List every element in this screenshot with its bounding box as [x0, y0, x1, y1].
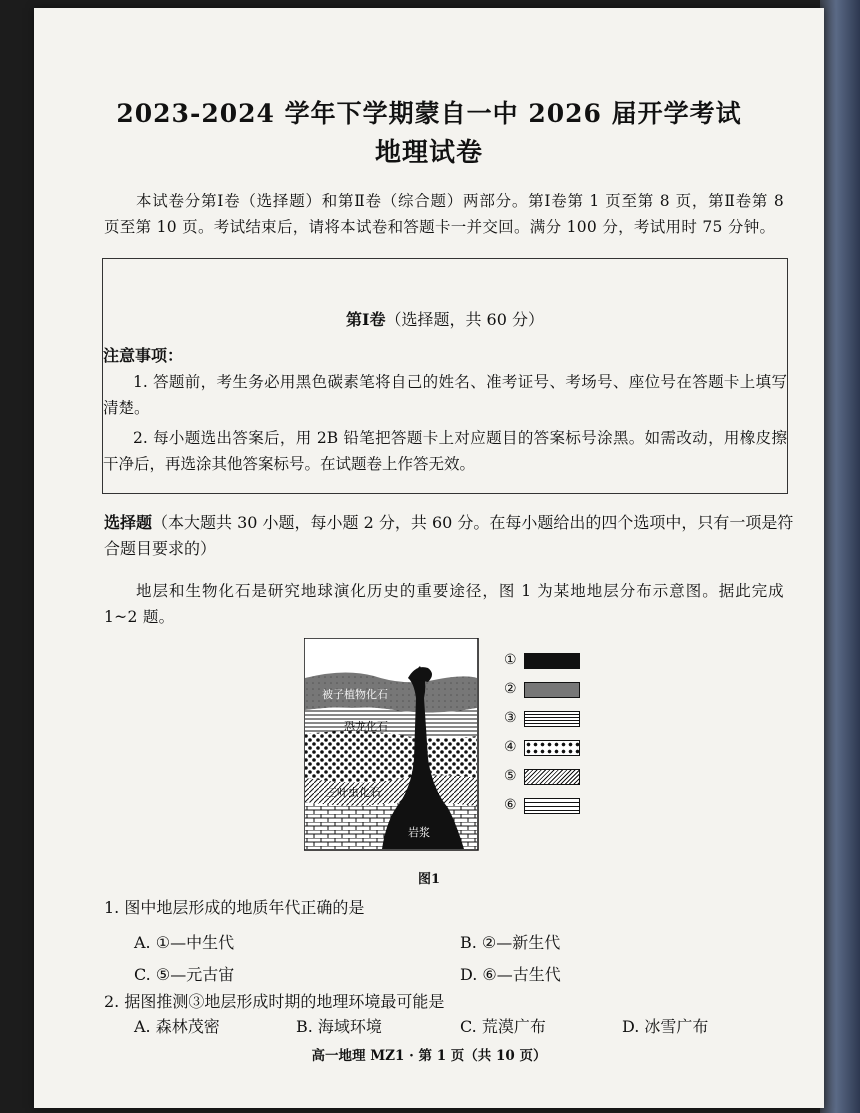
legend-swatch — [524, 769, 580, 785]
label-trilobite: 三叶虫化石 — [326, 786, 381, 799]
exam-subject: 地理试卷 — [374, 138, 483, 168]
strata-figure — [304, 638, 674, 853]
part1-heading-label: 第Ⅰ卷 — [345, 310, 386, 329]
q2-option-d[interactable]: D. 冰雪广布 — [622, 1017, 709, 1036]
question-stem: 地层和生物化石是研究地球演化历史的重要途径，图 1 为某地地层分布示意图。据此完成 1~2 题。 — [104, 582, 784, 626]
stratum-4 — [305, 731, 477, 783]
legend-swatch — [524, 740, 580, 756]
section-desc: （本大题共 30 小题，每小题 2 分，共 60 分。在每小题给出的四个选项中，只有一项是符合题目要求的） — [104, 513, 794, 558]
part1-heading — [103, 307, 787, 330]
figure-caption: 图1 — [417, 872, 441, 887]
section-label: 选择题 — [104, 513, 153, 532]
exam-paper — [34, 8, 824, 1108]
legend-label: ④ — [504, 739, 517, 755]
exam-title: 2023-2024 学年下学期蒙自一中 2026 届开学考试 — [116, 99, 742, 128]
legend-label: ① — [504, 652, 517, 668]
notes-title: 注意事项： — [103, 346, 184, 365]
legend-label: ③ — [504, 710, 517, 726]
q1-option-c[interactable]: C. ⑤—元古宙 — [134, 965, 235, 984]
exam-intro: 本试卷分第Ⅰ卷（选择题）和第Ⅱ卷（综合题）两部分。第Ⅰ卷第 1 页至第 8 页，第Ⅱ卷第 8 页至第 10 页。考试结束后，请将本试卷和答题卡一并交回。满分 100 分，考试用时 75 分钟。 — [104, 192, 784, 236]
page-footer: 高一地理 MZ1 · 第 1 页（共 10 页） — [311, 1048, 547, 1064]
label-magma: 岩浆 — [408, 826, 430, 839]
label-dinosaur: 恐龙化石 — [344, 720, 388, 733]
legend-label: ⑥ — [504, 797, 517, 813]
legend-swatch — [524, 798, 580, 814]
legend-swatch — [524, 682, 580, 698]
q2-option-c[interactable]: C. 荒漠广布 — [460, 1017, 546, 1036]
question-2-stem: 2. 据图推测③地层形成时期的地理环境最可能是 — [104, 992, 445, 1011]
part1-box — [102, 258, 788, 494]
question-1-stem: 1. 图中地层形成的地质年代正确的是 — [104, 898, 365, 917]
note-item: 2. 每小题选出答案后，用 2B 铅笔把答题卡上对应题目的答案标号涂黑。如需改动，用橡皮擦干净后，再选涂其他答案标号。在试题卷上作答无效。 — [103, 429, 787, 473]
label-angiosperm: 被子植物化石 — [322, 688, 388, 701]
q1-option-d[interactable]: D. ⑥—古生代 — [460, 965, 561, 984]
legend-label: ⑤ — [504, 768, 517, 784]
legend-label: ② — [504, 681, 517, 697]
legend-swatch — [524, 653, 580, 669]
desk-background — [820, 0, 860, 1113]
legend-swatch — [524, 711, 580, 727]
note-item: 1. 答题前，考生务必用黑色碳素笔将自己的姓名、准考证号、考场号、座位号在答题卡上填写清楚。 — [103, 373, 787, 417]
q1-option-a[interactable]: A. ①—中生代 — [134, 933, 235, 952]
part1-heading-note: （选择题，共 60 分） — [385, 310, 545, 329]
section-instructions — [104, 510, 794, 562]
q2-option-a[interactable]: A. 森林茂密 — [134, 1017, 220, 1036]
q2-option-b[interactable]: B. 海域环境 — [296, 1017, 382, 1036]
q1-option-b[interactable]: B. ②—新生代 — [460, 933, 561, 952]
